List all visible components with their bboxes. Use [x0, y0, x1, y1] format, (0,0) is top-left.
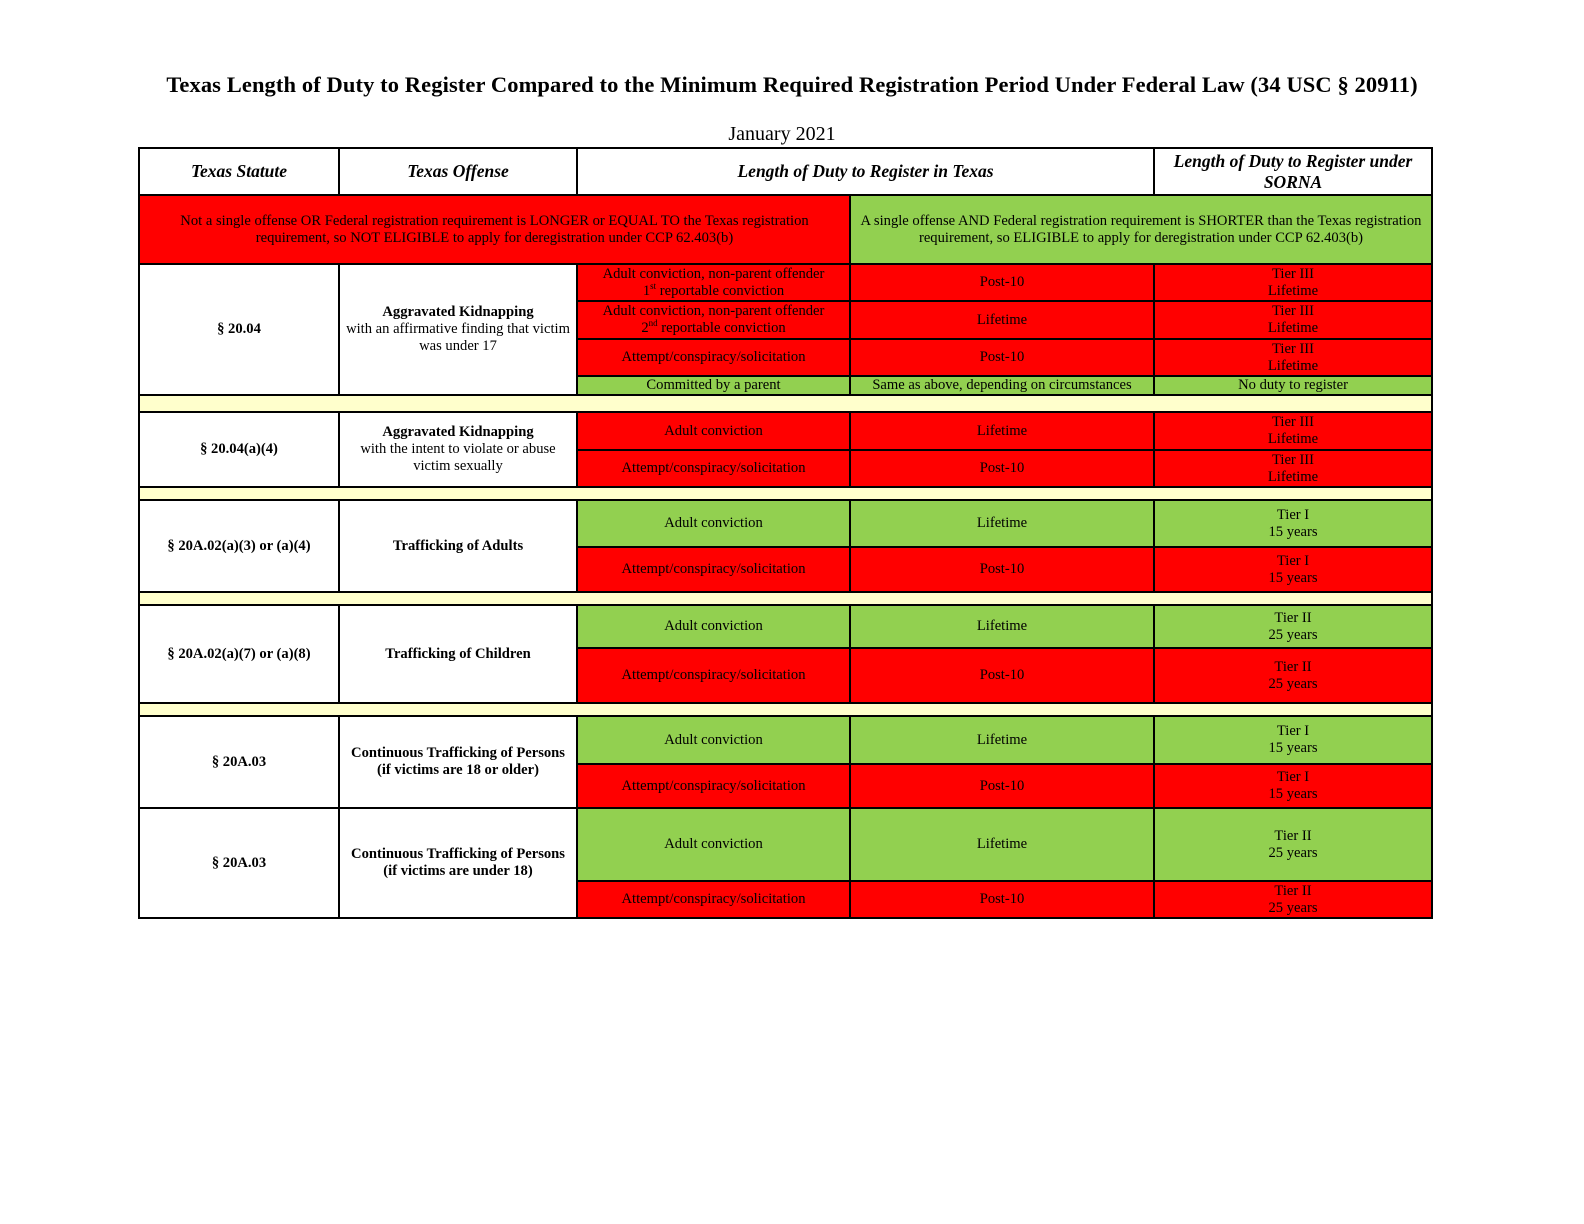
texas-duty-cell: Lifetime	[850, 605, 1154, 648]
table-row	[139, 264, 1432, 301]
texas-duty-cell: Lifetime	[850, 301, 1154, 339]
sorna-tier: Tier III	[1272, 303, 1315, 319]
offense-cell	[339, 808, 577, 918]
statute-cell: § 20A.03	[139, 716, 339, 808]
legend-not-eligible: Not a single offense OR Federal registration requirement is LONGER or EQUAL TO the Texas registration requirement, so NOT ELIGIBLE to apply for deregistration under CCP 62.403(b)	[139, 195, 850, 264]
sorna-period: 15 years	[1268, 786, 1318, 802]
spacer-row	[139, 487, 1432, 500]
offense-title: Trafficking of Children	[385, 645, 531, 662]
sorna-duty-cell	[1154, 764, 1432, 808]
sorna-tier: Tier I	[1276, 769, 1310, 785]
offense-detail: with the intent to violate or abuse victim sexually	[360, 441, 556, 474]
sorna-duty-cell	[1154, 808, 1432, 881]
table-row	[139, 412, 1432, 450]
conviction-category	[577, 264, 850, 301]
sorna-period: Lifetime	[1267, 431, 1319, 447]
texas-duty-cell: Lifetime	[850, 500, 1154, 547]
statute-cell: § 20A.02(a)(7) or (a)(8)	[139, 605, 339, 703]
sorna-duty-cell	[1154, 301, 1432, 339]
legend-row	[139, 195, 1432, 264]
sorna-period: 25 years	[1268, 899, 1318, 916]
category-label: Adult conviction, non-parent offender	[602, 303, 825, 319]
sorna-tier: Tier I	[1276, 506, 1310, 523]
category-label: Adult conviction, non-parent offender	[602, 265, 825, 282]
conviction-category: Committed by a parent	[577, 376, 850, 395]
sorna-tier: Tier II	[1274, 882, 1312, 899]
sorna-period: Lifetime	[1267, 282, 1319, 299]
table-row	[139, 716, 1432, 764]
sorna-period: 25 years	[1268, 626, 1318, 643]
spacer-cell	[139, 487, 1432, 500]
header-offense: Texas Offense	[339, 148, 577, 195]
category-ordinal: 1	[642, 282, 651, 299]
spacer-row	[139, 395, 1432, 412]
offense-cell	[339, 412, 577, 487]
offense-title: Aggravated Kidnapping	[382, 424, 534, 440]
sorna-duty-cell	[1154, 264, 1432, 301]
category-ordinal-line	[582, 280, 845, 300]
conviction-category: Attempt/conspiracy/solicitation	[577, 547, 850, 592]
offense-cell	[339, 605, 577, 703]
conviction-category: Attempt/conspiracy/solicitation	[577, 648, 850, 703]
spacer-row	[139, 703, 1432, 716]
legend-eligible: A single offense AND Federal registration requirement is SHORTER than the Texas registration requirement, so ELIGIBLE to apply for deregistration under CCP 62.403(b)	[850, 195, 1432, 264]
texas-duty-cell: Lifetime	[850, 412, 1154, 450]
header-row	[139, 148, 1432, 195]
sorna-period: Lifetime	[1267, 468, 1319, 485]
category-tail: reportable conviction	[659, 282, 785, 299]
sorna-tier: Tier II	[1274, 827, 1312, 844]
sorna-period: Lifetime	[1267, 320, 1319, 336]
sorna-period: 15 years	[1268, 523, 1318, 540]
sorna-tier: Tier III	[1272, 451, 1315, 468]
header-statute: Texas Statute	[139, 148, 339, 195]
statute-cell: § 20A.02(a)(3) or (a)(4)	[139, 500, 339, 592]
sorna-duty-cell	[1154, 648, 1432, 703]
conviction-category: Attempt/conspiracy/solicitation	[577, 764, 850, 808]
header-texas-duty: Length of Duty to Register in Texas	[577, 148, 1154, 195]
statute-cell: § 20.04	[139, 264, 339, 395]
sorna-period: Lifetime	[1267, 357, 1319, 374]
header-sorna-duty: Length of Duty to Register under SORNA	[1154, 148, 1432, 195]
sorna-duty-cell	[1154, 547, 1432, 592]
offense-title: Continuous Trafficking of Persons (if victims are under 18)	[351, 846, 565, 879]
spacer-cell	[139, 703, 1432, 716]
texas-duty-cell: Post-10	[850, 264, 1154, 301]
table-row	[139, 500, 1432, 547]
statute-cell: § 20.04(a)(4)	[139, 412, 339, 487]
texas-duty-cell: Post-10	[850, 339, 1154, 376]
texas-duty-cell: Same as above, depending on circumstances	[850, 376, 1154, 395]
spacer-cell	[139, 395, 1432, 412]
page-title: Texas Length of Duty to Register Compared to the Minimum Required Registration Period Under Federal Law (34 USC § 20911)	[166, 72, 1418, 97]
offense-cell	[339, 500, 577, 592]
category-ordinal-line	[582, 320, 845, 337]
conviction-category	[577, 301, 850, 339]
sorna-tier: Tier III	[1272, 414, 1315, 430]
conviction-category: Attempt/conspiracy/solicitation	[577, 450, 850, 487]
conviction-category: Adult conviction	[577, 500, 850, 547]
sorna-duty-cell: No duty to register	[1154, 376, 1432, 395]
offense-title: Continuous Trafficking of Persons (if victims are 18 or older)	[351, 745, 565, 778]
spacer-row	[139, 592, 1432, 605]
conviction-category: Attempt/conspiracy/solicitation	[577, 339, 850, 376]
conviction-category: Adult conviction	[577, 808, 850, 881]
offense-title: Aggravated Kidnapping	[382, 304, 534, 320]
document-date: January 2021	[728, 123, 836, 145]
conviction-category: Adult conviction	[577, 412, 850, 450]
texas-duty-cell: Post-10	[850, 881, 1154, 918]
sorna-tier: Tier I	[1276, 552, 1310, 569]
offense-title: Trafficking of Adults	[392, 537, 524, 554]
category-ordinal-suffix: nd	[648, 318, 658, 329]
sorna-period: 15 years	[1268, 740, 1318, 756]
texas-duty-cell: Post-10	[850, 547, 1154, 592]
sorna-duty-cell	[1154, 412, 1432, 450]
conviction-category: Adult conviction	[577, 716, 850, 764]
category-ordinal: 2	[641, 320, 649, 336]
texas-duty-cell: Post-10	[850, 764, 1154, 808]
offense-cell	[339, 264, 577, 395]
sorna-duty-cell	[1154, 500, 1432, 547]
sorna-tier: Tier III	[1272, 265, 1315, 282]
registration-table	[138, 147, 1433, 919]
conviction-category: Adult conviction	[577, 605, 850, 648]
table-row	[139, 808, 1432, 881]
sorna-period: 25 years	[1268, 844, 1318, 861]
statute-cell: § 20A.03	[139, 808, 339, 918]
sorna-tier: Tier III	[1272, 340, 1315, 357]
sorna-duty-cell	[1154, 716, 1432, 764]
texas-duty-cell: Post-10	[850, 450, 1154, 487]
sorna-duty-cell	[1154, 881, 1432, 918]
table-row	[139, 605, 1432, 648]
category-tail: reportable conviction	[661, 320, 786, 336]
texas-duty-cell: Lifetime	[850, 808, 1154, 881]
spacer-cell	[139, 592, 1432, 605]
offense-detail: with an affirmative finding that victim was under 17	[346, 321, 570, 354]
sorna-duty-cell	[1154, 450, 1432, 487]
sorna-period: 15 years	[1268, 569, 1318, 586]
sorna-tier: Tier II	[1274, 609, 1312, 626]
texas-duty-cell: Lifetime	[850, 716, 1154, 764]
sorna-period: 25 years	[1268, 675, 1318, 692]
category-ordinal-suffix: st	[650, 280, 657, 291]
conviction-category: Attempt/conspiracy/solicitation	[577, 881, 850, 918]
sorna-tier: Tier I	[1276, 723, 1310, 739]
sorna-duty-cell	[1154, 605, 1432, 648]
offense-cell	[339, 716, 577, 808]
sorna-duty-cell	[1154, 339, 1432, 376]
texas-duty-cell: Post-10	[850, 648, 1154, 703]
sorna-tier: Tier II	[1274, 658, 1312, 675]
